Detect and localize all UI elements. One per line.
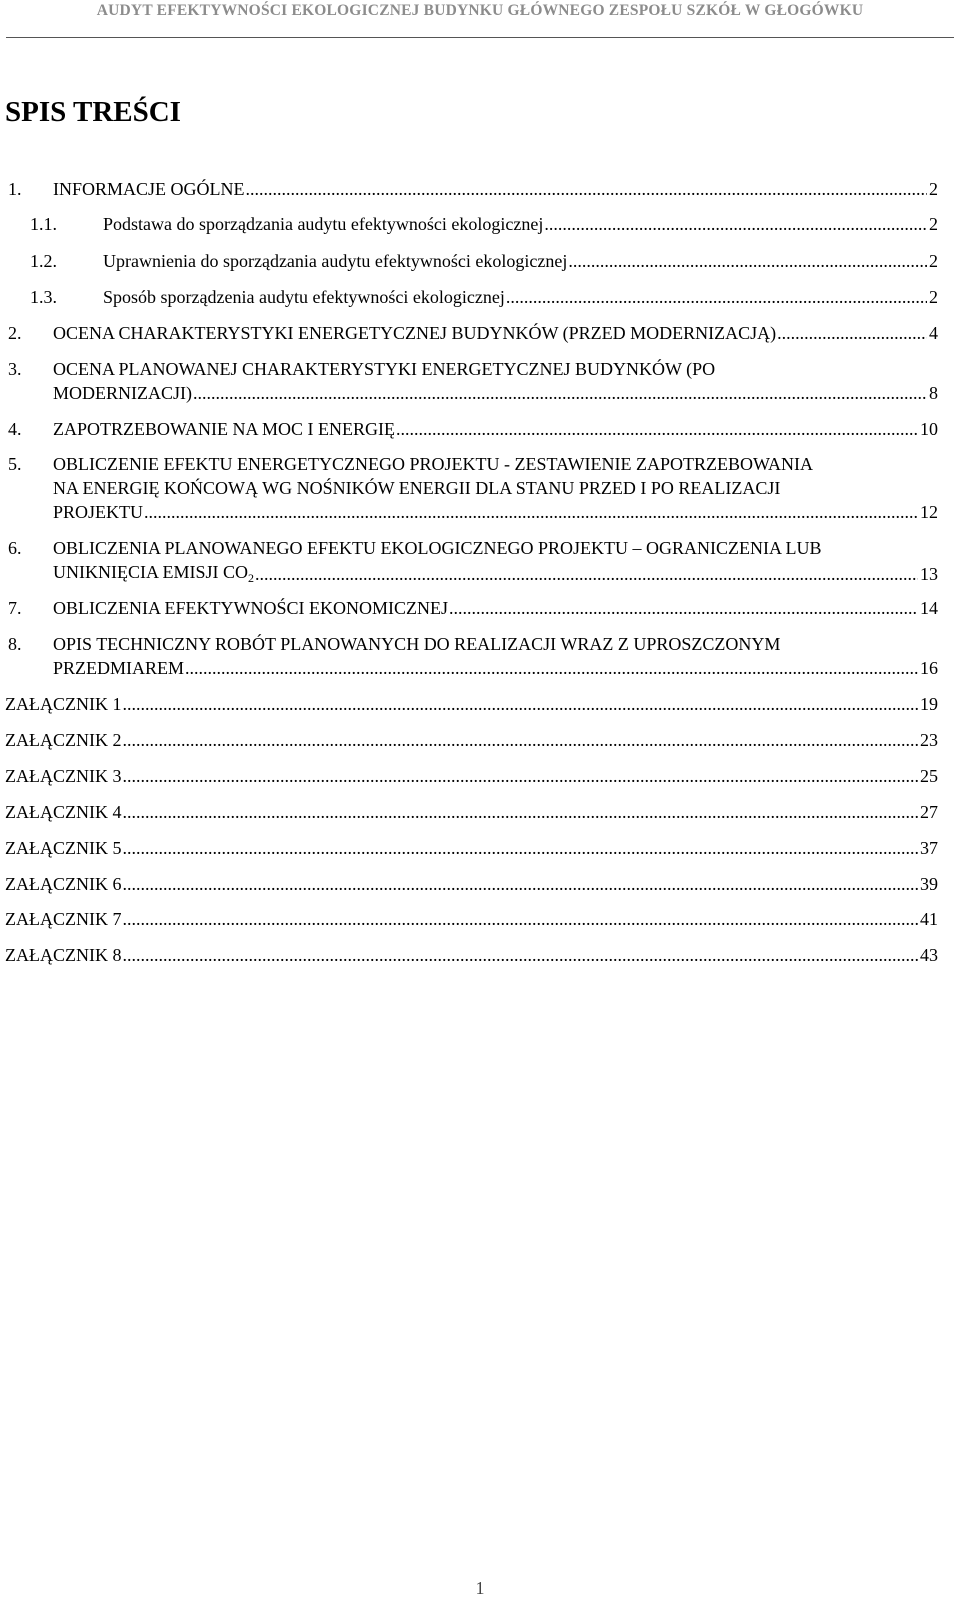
toc-entry-text: ZAŁĄCZNIK 8 xyxy=(5,945,122,965)
toc-page-number: 2 xyxy=(929,214,938,234)
toc-leader-dots xyxy=(777,321,927,345)
toc-number: 1.1. xyxy=(30,214,57,234)
toc-number: 2. xyxy=(8,323,22,343)
toc-entry-text: INFORMACJE OGÓLNE xyxy=(53,179,245,199)
toc-leader-dots xyxy=(246,177,927,201)
toc-leader-dots xyxy=(396,417,918,441)
toc-entry-6[interactable] xyxy=(53,560,938,586)
toc-entry-8[interactable] xyxy=(53,656,938,680)
toc-page-number: 2 xyxy=(929,287,938,307)
toc-leader-dots xyxy=(122,907,918,931)
toc-entry-text: OBLICZENIA EFEKTYWNOŚCI EKONOMICZNEJ xyxy=(53,598,448,618)
toc-entry-5-line-2[interactable]: NA ENERGIĘ KOŃCOWĄ WG NOŚNIKÓW ENERGII DLA STANU PRZED I PO REALIZACJI xyxy=(53,478,781,498)
toc-entry-text: ZAŁĄCZNIK 4 xyxy=(5,802,122,822)
toc-entry-text: ZAŁĄCZNIK 6 xyxy=(5,874,122,894)
toc-annex-6[interactable] xyxy=(5,872,938,896)
toc-entry-text: Podstawa do sporządzania audytu efektywności ekologicznej xyxy=(103,214,544,234)
toc-entry-text: OCENA CHARAKTERYSTYKI ENERGETYCZNEJ BUDYNKÓW (PRZED MODERNIZACJĄ) xyxy=(53,323,777,343)
toc-annex-4[interactable] xyxy=(5,800,938,824)
toc-leader-dots xyxy=(449,596,918,620)
toc-entry-4[interactable] xyxy=(53,417,938,441)
toc-page-number: 23 xyxy=(920,730,938,750)
toc-number: 1.3. xyxy=(30,287,57,307)
page-header xyxy=(0,0,960,48)
toc-entry-text: Sposób sporządzenia audytu efektywności ekologicznej xyxy=(103,287,505,307)
toc-entry-text: ZAŁĄCZNIK 7 xyxy=(5,909,122,929)
toc-number: 6. xyxy=(8,538,22,558)
toc-page-number: 41 xyxy=(920,909,938,929)
toc-entry-text: ZAPOTRZEBOWANIE NA MOC I ENERGIĘ xyxy=(53,419,395,439)
toc-page-number: 16 xyxy=(920,658,938,678)
toc-entry-3[interactable] xyxy=(53,381,938,405)
toc-page-number: 13 xyxy=(920,564,938,584)
toc-annex-1[interactable] xyxy=(5,692,938,716)
toc-entry-text: PROJEKTU xyxy=(53,502,144,522)
toc-entry-text: ZAŁĄCZNIK 3 xyxy=(5,766,122,786)
toc-number: 1. xyxy=(8,179,22,199)
toc-title: SPIS TREŚCI xyxy=(5,96,181,128)
toc-entry-6-line-1[interactable]: OBLICZENIA PLANOWANEGO EFEKTU EKOLOGICZNEGO PROJEKTU – OGRANICZENIA LUB xyxy=(53,538,822,558)
toc-entry-text-main: UNIKNIĘCIA EMISJI CO xyxy=(53,562,248,582)
toc-page-number: 19 xyxy=(920,694,938,714)
toc-annex-8[interactable] xyxy=(5,943,938,967)
toc-entry-text: MODERNIZACJI) xyxy=(53,383,192,403)
toc-page-number: 43 xyxy=(920,945,938,965)
toc-annex-3[interactable] xyxy=(5,764,938,788)
toc-annex-7[interactable] xyxy=(5,907,938,931)
toc-leader-dots xyxy=(122,943,918,967)
toc-number: 1.2. xyxy=(30,251,57,271)
toc-page-number: 14 xyxy=(920,598,938,618)
toc-entry-text: ZAŁĄCZNIK 1 xyxy=(5,694,122,714)
toc-leader-dots xyxy=(544,212,927,236)
toc-entry-3-line-1[interactable]: OCENA PLANOWANEJ CHARAKTERYSTYKI ENERGETYCZNEJ BUDYNKÓW (PO xyxy=(53,359,716,379)
toc-entry-5-line-1[interactable]: OBLICZENIE EFEKTU ENERGETYCZNEGO PROJEKTU - ZESTAWIENIE ZAPOTRZEBOWANIA xyxy=(53,454,814,474)
toc-number: 5. xyxy=(8,454,22,474)
toc-page-number: 2 xyxy=(929,251,938,271)
toc-page-number: 8 xyxy=(929,383,938,403)
toc-page-number: 39 xyxy=(920,874,938,894)
toc-annex-5[interactable] xyxy=(5,836,938,860)
toc-leader-dots xyxy=(506,285,927,309)
toc-number: 7. xyxy=(8,598,22,618)
toc-entry-text: ZAŁĄCZNIK 2 xyxy=(5,730,122,750)
toc-leader-dots xyxy=(568,249,927,273)
toc-leader-dots xyxy=(193,381,927,405)
toc-page-number: 37 xyxy=(920,838,938,858)
toc-entry-1-1[interactable] xyxy=(103,212,938,236)
toc-leader-dots xyxy=(122,836,918,860)
toc-page-number: 12 xyxy=(920,502,938,522)
toc-entry-2[interactable] xyxy=(53,321,938,345)
toc-leader-dots xyxy=(122,872,918,896)
toc-leader-dots xyxy=(122,692,918,716)
toc-page-number: 4 xyxy=(929,323,938,343)
subscript-2: 2 xyxy=(248,571,254,585)
toc-page-number: 2 xyxy=(929,179,938,199)
toc-entry-7[interactable] xyxy=(53,596,938,620)
toc-leader-dots xyxy=(144,500,918,524)
toc-annex-2[interactable] xyxy=(5,728,938,752)
toc-page-number: 10 xyxy=(920,419,938,439)
toc-entry-1-2[interactable] xyxy=(103,249,938,273)
header-title: AUDYT EFEKTYWNOŚCI EKOLOGICZNEJ BUDYNKU GŁÓWNEGO ZESPOŁU SZKÓŁ W GŁOGÓWKU xyxy=(96,2,864,19)
toc-leader-dots xyxy=(122,728,918,752)
toc-entry-1-3[interactable] xyxy=(103,285,938,309)
toc-page-number: 25 xyxy=(920,766,938,786)
toc-entry-text xyxy=(53,560,254,586)
toc-number: 4. xyxy=(8,419,22,439)
toc-leader-dots xyxy=(122,800,918,824)
toc-entry-text: ZAŁĄCZNIK 5 xyxy=(5,838,122,858)
toc-entry-5[interactable] xyxy=(53,500,938,524)
toc-leader-dots xyxy=(122,764,918,788)
header-divider xyxy=(6,37,954,38)
toc-entry-text: PRZEDMIAREM xyxy=(53,658,185,678)
toc-entry-1[interactable] xyxy=(53,177,938,201)
toc-entry-text: Uprawnienia do sporządzania audytu efektywności ekologicznej xyxy=(103,251,568,271)
toc-leader-dots xyxy=(185,656,918,680)
toc-number: 8. xyxy=(8,634,22,654)
toc-entry-8-line-1[interactable]: OPIS TECHNICZNY ROBÓT PLANOWANYCH DO REALIZACJI WRAZ Z UPROSZCZONYM xyxy=(53,634,781,654)
toc-number: 3. xyxy=(8,359,22,379)
footer-page-number: 1 xyxy=(475,1578,485,1598)
toc-page-number: 27 xyxy=(920,802,938,822)
toc-leader-dots xyxy=(255,562,918,586)
